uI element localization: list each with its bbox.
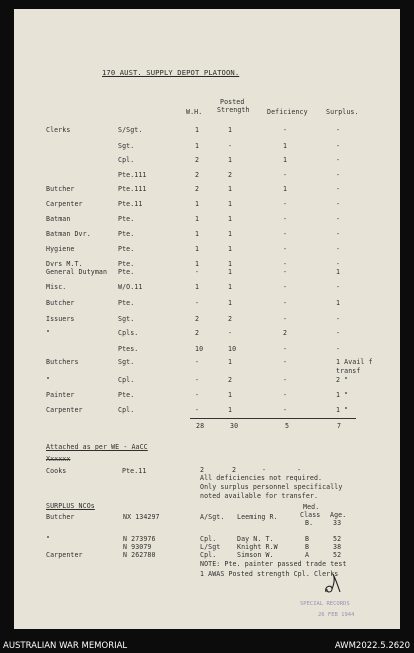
surplus-number: N 93079: [123, 543, 152, 551]
row-def: 1: [283, 185, 288, 193]
row-rank: Pte.: [118, 245, 135, 253]
cooks-rank: Pte.11: [122, 467, 147, 475]
row-wh: 2: [195, 315, 200, 323]
total-posted: 30: [230, 422, 239, 430]
note-line-2: Only surplus personnel specifically: [200, 483, 343, 491]
row-rank: Pte.: [118, 230, 135, 238]
row-posted: 1: [228, 268, 233, 276]
row-rank: Cpl.: [118, 156, 135, 164]
surplus-class-value: B.: [305, 519, 314, 527]
surplus-age-value: 52: [333, 551, 342, 559]
surplus-med: Med.: [303, 503, 320, 511]
surplus-class-value: A: [305, 551, 310, 559]
surplus-number: N 262780: [123, 551, 156, 559]
row-role: ": [46, 329, 51, 337]
row-role: Carpenter: [46, 406, 83, 414]
row-sur: -: [336, 185, 341, 193]
received-stamp-date: 26 FEB 1944: [318, 612, 355, 618]
row-sur: 1 ": [336, 406, 349, 414]
row-wh: 2: [195, 156, 200, 164]
row-def: -: [283, 200, 288, 208]
row-rank: Pte.: [118, 215, 135, 223]
row-posted: 1: [228, 406, 233, 414]
header-strength: Strength: [217, 106, 250, 114]
row-sur: -: [336, 260, 341, 268]
row-role: Issuers: [46, 315, 75, 323]
row-def: -: [283, 345, 288, 353]
surplus-role: ": [46, 535, 51, 543]
row-rank: Sgt.: [118, 358, 135, 366]
surplus-class-value: B: [305, 535, 310, 543]
row-wh: 1: [195, 215, 200, 223]
row-role: Dvrs M.T.: [46, 260, 83, 268]
cooks-def: -: [262, 466, 267, 474]
struck-word: Xxxxxx: [46, 455, 71, 463]
note-line-1: All deficiencies not required.: [200, 474, 323, 482]
row-role: Butcher: [46, 299, 75, 307]
row-rank: Pte.: [118, 391, 135, 399]
row-posted: 1: [228, 358, 233, 366]
row-role: Misc.: [46, 283, 67, 291]
surplus-role: Carpenter: [46, 551, 83, 559]
row-wh: -: [195, 358, 200, 366]
row-role: Clerks: [46, 126, 71, 134]
row-def: -: [283, 260, 288, 268]
row-role: ": [46, 376, 51, 384]
row-def: -: [283, 230, 288, 238]
row-sur: -: [336, 315, 341, 323]
row-def: -: [283, 268, 288, 276]
row-sur: transf: [336, 367, 361, 375]
row-wh: -: [195, 299, 200, 307]
row-posted: -: [228, 329, 233, 337]
row-sur: 1: [336, 268, 341, 276]
row-posted: 1: [228, 185, 233, 193]
note-awas: 1 AWAS Posted strength Cpl. Clerks: [200, 570, 339, 578]
row-wh: -: [195, 376, 200, 384]
row-def: -: [283, 391, 288, 399]
row-def: -: [283, 245, 288, 253]
row-posted: 1: [228, 245, 233, 253]
row-posted: 1: [228, 283, 233, 291]
row-sur: -: [336, 329, 341, 337]
row-posted: 1: [228, 200, 233, 208]
row-role: Hygiene: [46, 245, 75, 253]
row-sur: -: [336, 345, 341, 353]
row-rank: Pte.11: [118, 200, 143, 208]
row-sur: -: [336, 200, 341, 208]
row-rank: Pte.: [118, 268, 135, 276]
row-sur: 2 ": [336, 376, 349, 384]
row-def: -: [283, 358, 288, 366]
row-def: -: [283, 126, 288, 134]
surplus-age-value: 38: [333, 543, 342, 551]
row-def: 1: [283, 156, 288, 164]
row-sur: -: [336, 142, 341, 150]
row-wh: 1: [195, 283, 200, 291]
row-posted: 1: [228, 299, 233, 307]
row-posted: 1: [228, 230, 233, 238]
row-role: Butchers: [46, 358, 79, 366]
total-def: 5: [285, 422, 290, 430]
cooks-posted: 2: [232, 466, 237, 474]
total-sur: 7: [337, 422, 342, 430]
row-role: Painter: [46, 391, 75, 399]
row-wh: 1: [195, 142, 200, 150]
row-rank: Sgt.: [118, 315, 135, 323]
header-deficiency: Deficiency: [267, 108, 308, 116]
row-wh: -: [195, 406, 200, 414]
cooks-wh: 2: [200, 466, 205, 474]
row-rank: Cpl.: [118, 406, 135, 414]
surplus-name: Day N. T.: [237, 535, 274, 543]
handwritten-signature: [318, 572, 348, 596]
row-wh: 10: [195, 345, 204, 353]
row-rank: S/Sgt.: [118, 126, 143, 134]
row-sur: -: [336, 245, 341, 253]
row-sur: 1 Avail f: [336, 358, 373, 366]
row-wh: 2: [195, 185, 200, 193]
surplus-name: Knight R.W: [237, 543, 278, 551]
row-def: 2: [283, 329, 288, 337]
row-def: -: [283, 406, 288, 414]
note-painter: NOTE: Pte. painter passed trade test: [200, 560, 347, 568]
surplus-number: NX 134297: [123, 513, 160, 521]
row-wh: 1: [195, 245, 200, 253]
row-def: -: [283, 215, 288, 223]
row-def: -: [283, 299, 288, 307]
total-wh: 28: [196, 422, 205, 430]
cooks-sur: -: [297, 466, 302, 474]
row-def: -: [283, 283, 288, 291]
surplus-age: Age.: [330, 511, 347, 519]
row-rank: Cpl.: [118, 376, 135, 384]
row-rank: Sgt.: [118, 142, 135, 150]
row-sur: -: [336, 215, 341, 223]
row-def: -: [283, 376, 288, 384]
row-rank: Pte.: [118, 260, 135, 268]
header-surplus: Surplus.: [326, 108, 359, 116]
surplus-class: Class: [300, 511, 321, 519]
row-sur: 1 ": [336, 391, 349, 399]
row-sur: -: [336, 156, 341, 164]
row-rank: Pte.111: [118, 171, 147, 179]
row-posted: -: [228, 142, 233, 150]
row-rank: Ptes.: [118, 345, 139, 353]
row-posted: 1: [228, 156, 233, 164]
surplus-rank: Cpl.: [200, 551, 217, 559]
row-rank: Pte.111: [118, 185, 147, 193]
row-rank: Pte.: [118, 299, 135, 307]
row-sur: -: [336, 230, 341, 238]
cooks-role: Cooks: [46, 467, 67, 475]
received-stamp-text: SPECIAL RECORDS: [300, 601, 350, 607]
surplus-name: Leeming R.: [237, 513, 278, 521]
row-wh: 1: [195, 126, 200, 134]
footer-bar: [0, 639, 414, 653]
row-wh: 1: [195, 230, 200, 238]
surplus-rank: A/Sgt.: [200, 513, 225, 521]
row-rank: Cpls.: [118, 329, 139, 337]
footer-accession-number: AWM2022.5.2620: [334, 641, 410, 651]
row-def: -: [283, 171, 288, 179]
header-posted: Posted: [220, 98, 245, 106]
row-role: Batman Dvr.: [46, 230, 91, 238]
row-sur: -: [336, 283, 341, 291]
surplus-class-value: B: [305, 543, 310, 551]
row-wh: 2: [195, 329, 200, 337]
surplus-name: Simson W.: [237, 551, 274, 559]
row-posted: 1: [228, 215, 233, 223]
surplus-heading: SURPLUS NCOs: [46, 502, 95, 510]
row-sur: -: [336, 171, 341, 179]
surplus-age-value: 33: [333, 519, 342, 527]
attached-heading: Attached as per WE - AaCC: [46, 443, 148, 451]
row-role: Butcher: [46, 185, 75, 193]
row-posted: 10: [228, 345, 237, 353]
row-role: General Dutyman: [46, 268, 108, 276]
row-wh: 1: [195, 260, 200, 268]
row-posted: 1: [228, 126, 233, 134]
header-wh: W.H.: [186, 108, 203, 116]
row-posted: 1: [228, 260, 233, 268]
row-wh: 2: [195, 171, 200, 179]
row-rank: W/O.11: [118, 283, 143, 291]
note-line-3: noted available for transfer.: [200, 492, 319, 500]
row-posted: 2: [228, 315, 233, 323]
row-wh: 1: [195, 200, 200, 208]
row-posted: 2: [228, 376, 233, 384]
row-def: 1: [283, 142, 288, 150]
row-wh: -: [195, 268, 200, 276]
row-wh: -: [195, 391, 200, 399]
document-title: 170 AUST. SUPPLY DEPOT PLATOON.: [102, 68, 240, 77]
totals-rule: [190, 418, 356, 419]
surplus-number: N 273976: [123, 535, 156, 543]
row-sur: -: [336, 126, 341, 134]
row-def: -: [283, 315, 288, 323]
row-posted: 1: [228, 391, 233, 399]
row-role: Carpenter: [46, 200, 83, 208]
surplus-rank: L/Sgt: [200, 543, 221, 551]
surplus-role: Butcher: [46, 513, 75, 521]
row-posted: 2: [228, 171, 233, 179]
row-sur: 1: [336, 299, 341, 307]
footer-credit: AUSTRALIAN WAR MEMORIAL: [3, 641, 128, 651]
row-role: Batman: [46, 215, 71, 223]
surplus-rank: Cpl.: [200, 535, 217, 543]
surplus-age-value: 52: [333, 535, 342, 543]
